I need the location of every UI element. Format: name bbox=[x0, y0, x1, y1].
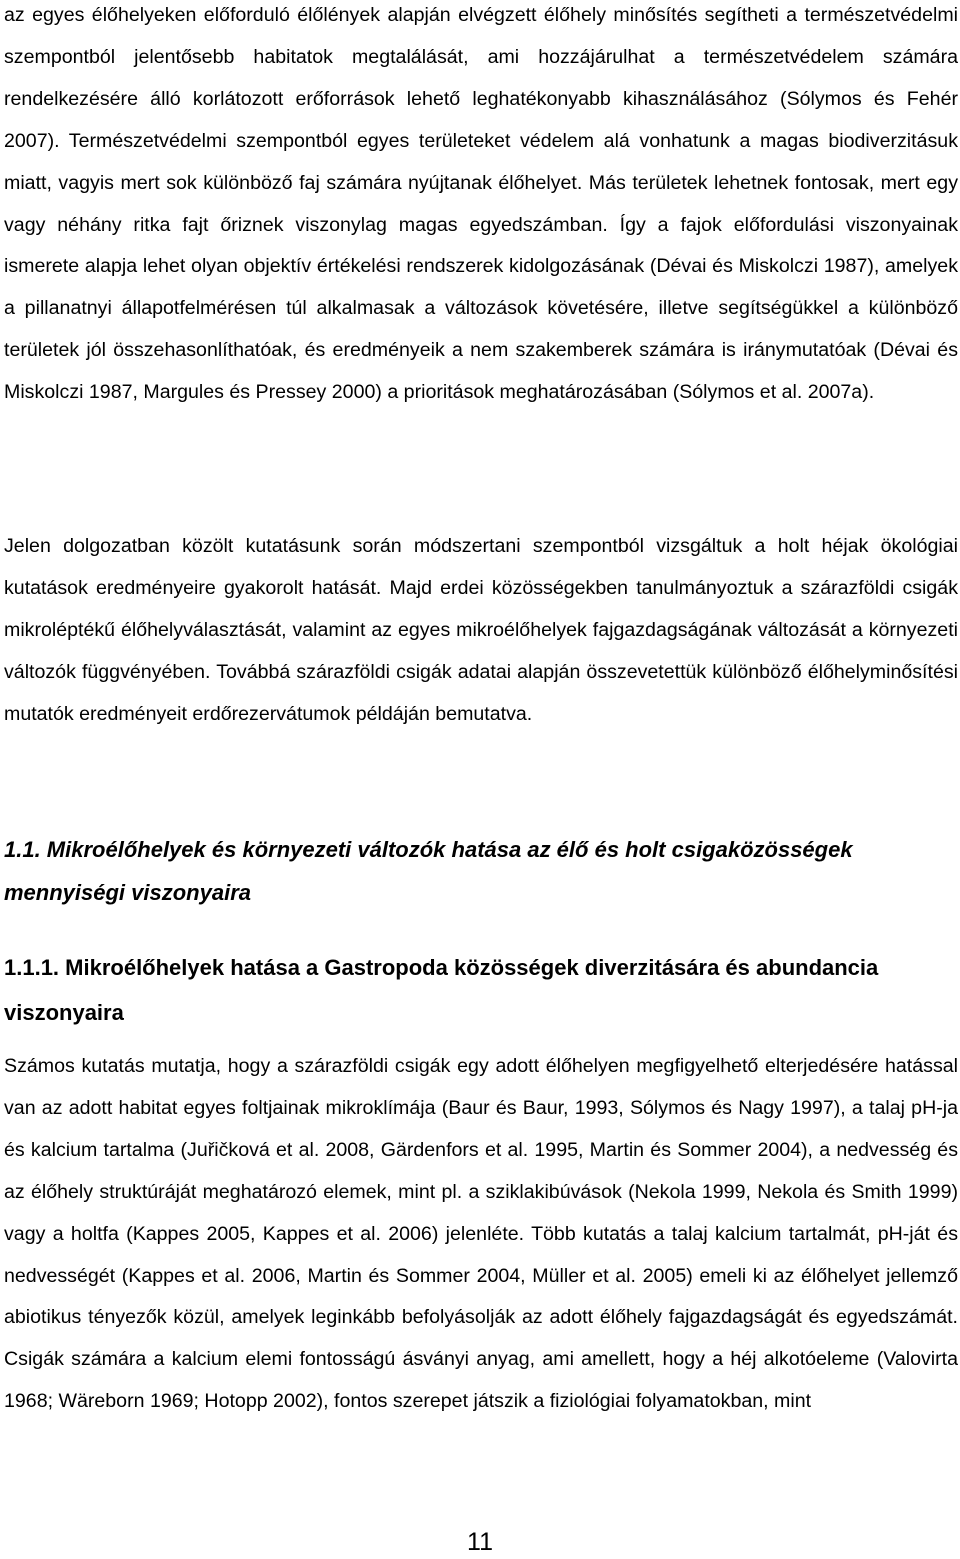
page-number: 11 bbox=[467, 1528, 493, 1556]
body-paragraph-intro: az egyes élőhelyeken előforduló élőlények alapján elvégzett élőhely minősítés segítheti a természetvédelmi szempontból jelentősebb habitatok megtalálását, ami hozzájárulhat a természetvédelem számára rendelkezésére álló korlátozott erőforrások lehető leghatékonyabb kihasználásához (Sólymos és Fehér 2007). Természetvédelmi szempontból egyes területeket védelem alá vonhatunk a magas biodiverzitásuk miatt, vagyis mert sok különböző faj számára nyújtanak élőhelyet. Más területek lehetnek fontosak, mert egy vagy néhány ritka fajt őriznek viszonylag magas egyedszámban. Így a fajok előfordulási viszonyainak ismerete alapja lehet olyan objektív értékelési rendszerek kidolgozásának (Dévai és Miskolczi 1987), amelyek a pillanatnyi állapotfelmérésen túl alkalmasak a változások követésére, illetve segítségükkel a különböző területek jól összehasonlíthatóak, és eredményeik a nem szakemberek számára is iránymutatóak (Dévai és Miskolczi 1987, Margules és Pressey 2000) a prioritások meghatározásában (Sólymos et al. 2007a). bbox=[4, 4, 958, 404]
subsection-heading: 1.1.1. Mikroélőhelyek hatása a Gastropoda közösségek diverzitására és abundancia viszonyaira bbox=[4, 955, 879, 1025]
body-paragraph-microhabitats: Számos kutatás mutatja, hogy a szárazföldi csigák egy adott élőhelyen megfigyelhető elterjedésére hatással van az adott habitat egyes foltjainak mikroklímája (Baur és Baur, 1993, Sólymos és Nagy 1997), a talaj pH-ja és kalcium tartalma (Juřičková et al. 2008, Gärdenfors et al. 1995, Martin és Sommer 2004), a nedvesség és az élőhely struktúráját meghatározó elemek, mint pl. a sziklakibúvások (Nekola 1999, Nekola és Smith 1999) vagy a holtfa (Kappes 2005, Kappes et al. 2006) jelenléte. Több kutatás a talaj kalcium tartalmát, pH-ját és nedvességét (Kappes et al. 2006, Martin és Sommer 2004, Müller et al. 2005) emeli ki az élőhelyet jellemző abiotikus tényezők közül, amelyek leginkább befolyásolják az adott élőhely fajgazdagságát és egyedszámát. Csigák számára a kalcium elemi fontosságú ásványi anyag, ami amellett, hogy a héj alkotóeleme (Valovirta 1968; Wäreborn 1969; Hotopp 2002), fontos szerepet játszik a fiziológiai folyamatokban, mint bbox=[4, 1055, 958, 1413]
body-paragraph-aims: Jelen dolgozatban közölt kutatásunk során módszertani szempontból vizsgáltuk a holt héjak ökológiai kutatások eredményeire gyakorolt hatását. Majd erdei közösségekben tanulmányoztuk a szárazföldi csigák mikroléptékű élőhelyválasztását, valamint az egyes mikroélőhelyek fajgazdagságának változását a környezeti változók függvényében. Továbbá szárazföldi csigák adatai alapján összevetettük különböző élőhelyminősítési mutatók eredményeit erdőrezervátumok példáján bemutatva. bbox=[4, 535, 958, 725]
section-heading: 1.1. Mikroélőhelyek és környezeti változók hatása az élő és holt csigaközösségek mennyiségi viszonyaira bbox=[4, 837, 853, 905]
